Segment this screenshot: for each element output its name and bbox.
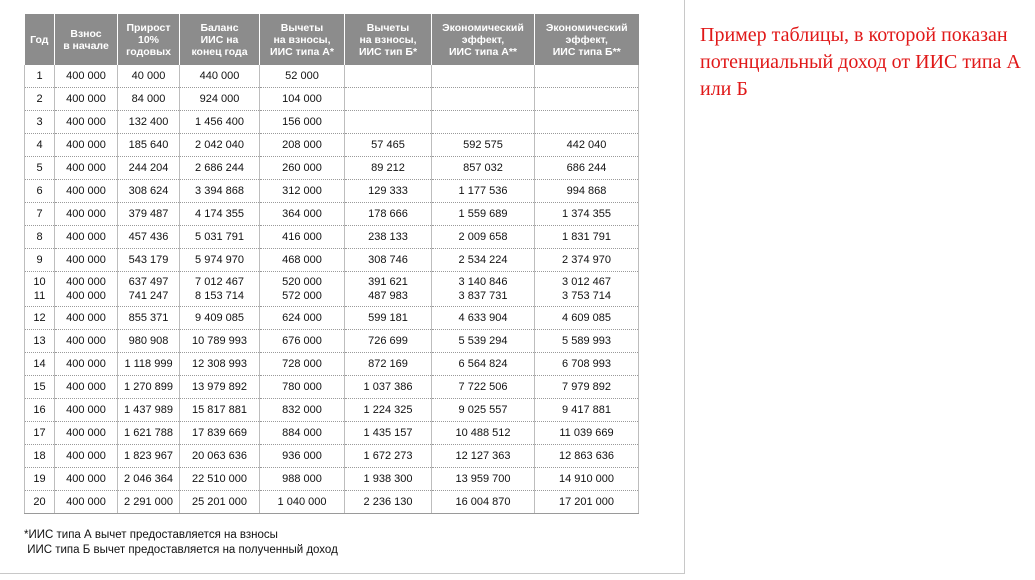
column-header — [260, 14, 345, 65]
table-cell: 6 708 993 — [535, 353, 639, 376]
table-cell: 400 000 — [55, 249, 118, 272]
table-cell: 12 308 993 — [180, 353, 260, 376]
table-cell: 8 — [25, 226, 55, 249]
table-cell: 5 539 294 — [432, 330, 535, 353]
iis-income-table — [24, 14, 639, 514]
table-cell: 238 133 — [345, 226, 432, 249]
table-cell: 400 000 400 000 — [55, 272, 118, 307]
table-cell: 1 040 000 — [260, 491, 345, 514]
table-cell: 988 000 — [260, 468, 345, 491]
table-row — [25, 111, 639, 134]
table-cell: 5 — [25, 157, 55, 180]
table-row — [25, 180, 639, 203]
table-cell: 592 575 — [432, 134, 535, 157]
table-cell — [345, 111, 432, 134]
table-cell: 308 746 — [345, 249, 432, 272]
table-cell: 3 140 846 3 837 731 — [432, 272, 535, 307]
table-row — [25, 203, 639, 226]
table-cell: 185 640 — [118, 134, 180, 157]
table-cell: 2 009 658 — [432, 226, 535, 249]
table-cell: 19 — [25, 468, 55, 491]
table-cell: 400 000 — [55, 330, 118, 353]
table-cell: 1 621 788 — [118, 422, 180, 445]
table-cell: 1 177 536 — [432, 180, 535, 203]
table-cell: 132 400 — [118, 111, 180, 134]
table-cell: 400 000 — [55, 422, 118, 445]
table-cell: 7 — [25, 203, 55, 226]
table-cell: 22 510 000 — [180, 468, 260, 491]
table-cell: 400 000 — [55, 65, 118, 88]
table-cell: 379 487 — [118, 203, 180, 226]
column-header-line: в начале — [63, 39, 109, 52]
table-cell: 1 374 355 — [535, 203, 639, 226]
table-cell: 400 000 — [55, 180, 118, 203]
table-cell: 1 559 689 — [432, 203, 535, 226]
table-cell: 624 000 — [260, 307, 345, 330]
table-cell: 17 — [25, 422, 55, 445]
table-cell: 1 435 157 — [345, 422, 432, 445]
table-cell: 10 11 — [25, 272, 55, 307]
column-header-line: ИИС на — [200, 33, 239, 46]
table-cell: 9 — [25, 249, 55, 272]
column-header-line: годовых — [126, 45, 171, 58]
table-cell: 2 534 224 — [432, 249, 535, 272]
table-cell: 400 000 — [55, 157, 118, 180]
table-cell: 400 000 — [55, 307, 118, 330]
table-cell: 400 000 — [55, 468, 118, 491]
table-cell: 1 270 899 — [118, 376, 180, 399]
caption-text: Пример таблицы, в которой показан потенциальный доход от ИИС типа А или Б — [700, 24, 1021, 100]
table-cell: 208 000 — [260, 134, 345, 157]
column-header-line: Год — [30, 33, 49, 46]
table-cell: 2 236 130 — [345, 491, 432, 514]
table-cell: 2 686 244 — [180, 157, 260, 180]
column-header-line: ИИС тип Б* — [358, 45, 418, 58]
column-header-line: ИИС типа А** — [448, 45, 518, 58]
table-row — [25, 272, 639, 307]
table-cell: 780 000 — [260, 376, 345, 399]
table-cell: 884 000 — [260, 422, 345, 445]
table-cell: 400 000 — [55, 376, 118, 399]
table-row — [25, 376, 639, 399]
table-cell: 2 046 364 — [118, 468, 180, 491]
table-cell: 104 000 — [260, 88, 345, 111]
table-row — [25, 422, 639, 445]
table-cell: 312 000 — [260, 180, 345, 203]
table-row — [25, 468, 639, 491]
table-cell: 129 333 — [345, 180, 432, 203]
column-header-line: Баланс — [200, 21, 239, 34]
table-cell: 520 000 572 000 — [260, 272, 345, 307]
table-cell: 872 169 — [345, 353, 432, 376]
table-cell: 89 212 — [345, 157, 432, 180]
table-cell: 2 374 970 — [535, 249, 639, 272]
column-header — [432, 14, 535, 65]
column-header — [345, 14, 432, 65]
table-cell: 2 291 000 — [118, 491, 180, 514]
column-header-line: ИИС типа А* — [270, 45, 334, 58]
column-header-line: на взносы, — [273, 33, 331, 46]
column-header — [118, 14, 180, 65]
table-cell: 11 039 669 — [535, 422, 639, 445]
table-cell: 599 181 — [345, 307, 432, 330]
table-cell: 13 — [25, 330, 55, 353]
table-row — [25, 157, 639, 180]
table-row — [25, 353, 639, 376]
table-cell: 1 823 967 — [118, 445, 180, 468]
table-cell: 980 908 — [118, 330, 180, 353]
table-cell: 400 000 — [55, 134, 118, 157]
table-cell: 14 910 000 — [535, 468, 639, 491]
table-body — [25, 65, 639, 514]
table-cell: 6 564 824 — [432, 353, 535, 376]
table-cell: 15 817 881 — [180, 399, 260, 422]
table-cell: 40 000 — [118, 65, 180, 88]
table-cell: 855 371 — [118, 307, 180, 330]
table-cell: 7 979 892 — [535, 376, 639, 399]
column-header-line: Взнос — [70, 27, 102, 40]
table-cell: 13 959 700 — [432, 468, 535, 491]
table-cell: 7 012 467 8 153 714 — [180, 272, 260, 307]
table-cell: 3 — [25, 111, 55, 134]
table-cell: 936 000 — [260, 445, 345, 468]
table-cell: 57 465 — [345, 134, 432, 157]
table-cell: 543 179 — [118, 249, 180, 272]
table-cell: 391 621 487 983 — [345, 272, 432, 307]
table-row — [25, 491, 639, 514]
column-header-line: ИИС типа Б** — [552, 45, 621, 58]
table-cell: 457 436 — [118, 226, 180, 249]
table-cell: 832 000 — [260, 399, 345, 422]
table-cell: 10 789 993 — [180, 330, 260, 353]
table-cell: 178 666 — [345, 203, 432, 226]
table-cell — [432, 111, 535, 134]
table-cell: 400 000 — [55, 445, 118, 468]
table-cell: 52 000 — [260, 65, 345, 88]
table-cell: 728 000 — [260, 353, 345, 376]
column-header-line: конец года — [191, 45, 248, 58]
table-cell: 16 — [25, 399, 55, 422]
table-cell: 84 000 — [118, 88, 180, 111]
table-cell: 10 488 512 — [432, 422, 535, 445]
table-cell: 12 863 636 — [535, 445, 639, 468]
table-cell: 442 040 — [535, 134, 639, 157]
table-cell: 9 417 881 — [535, 399, 639, 422]
table-cell: 15 — [25, 376, 55, 399]
table-cell: 3 394 868 — [180, 180, 260, 203]
table-cell: 1 — [25, 65, 55, 88]
column-header-line: эффект, — [565, 33, 608, 46]
table-cell: 1 938 300 — [345, 468, 432, 491]
table-cell: 400 000 — [55, 88, 118, 111]
table-cell — [432, 65, 535, 88]
table-cell: 440 000 — [180, 65, 260, 88]
column-header-line: Вычеты — [280, 21, 324, 34]
table-cell: 4 174 355 — [180, 203, 260, 226]
table-cell: 857 032 — [432, 157, 535, 180]
table-cell: 13 979 892 — [180, 376, 260, 399]
table-cell: 2 — [25, 88, 55, 111]
table-cell: 726 699 — [345, 330, 432, 353]
table-row — [25, 307, 639, 330]
table-cell: 5 031 791 — [180, 226, 260, 249]
table-cell: 1 831 791 — [535, 226, 639, 249]
table-cell: 260 000 — [260, 157, 345, 180]
table-cell: 400 000 — [55, 399, 118, 422]
column-header-line: Прирост — [126, 21, 171, 34]
table-cell: 400 000 — [55, 353, 118, 376]
table-cell: 1 456 400 — [180, 111, 260, 134]
column-header-line: Экономический — [545, 21, 628, 34]
table-row — [25, 399, 639, 422]
table-cell: 9 025 557 — [432, 399, 535, 422]
column-header — [55, 14, 118, 65]
table-cell: 924 000 — [180, 88, 260, 111]
table-cell: 4 633 904 — [432, 307, 535, 330]
table-cell: 364 000 — [260, 203, 345, 226]
table-row — [25, 249, 639, 272]
table-cell: 468 000 — [260, 249, 345, 272]
table-cell: 686 244 — [535, 157, 639, 180]
table-cell: 7 722 506 — [432, 376, 535, 399]
table-row — [25, 226, 639, 249]
table-cell: 20 063 636 — [180, 445, 260, 468]
table-cell: 5 974 970 — [180, 249, 260, 272]
table-cell — [535, 88, 639, 111]
footnote-type-a: *ИИС типа А вычет предоставляется на взносы — [24, 529, 278, 541]
table-cell: 1 224 325 — [345, 399, 432, 422]
table-cell: 1 672 273 — [345, 445, 432, 468]
table-cell: 2 042 040 — [180, 134, 260, 157]
table-cell: 400 000 — [55, 226, 118, 249]
table-cell: 1 118 999 — [118, 353, 180, 376]
column-header — [535, 14, 639, 65]
table-cell: 25 201 000 — [180, 491, 260, 514]
table-cell: 16 004 870 — [432, 491, 535, 514]
table-cell: 244 204 — [118, 157, 180, 180]
column-header-line: эффект, — [461, 33, 505, 46]
table-cell: 14 — [25, 353, 55, 376]
table-cell: 994 868 — [535, 180, 639, 203]
column-header-line: на взносы, — [359, 33, 417, 46]
table-cell: 17 839 669 — [180, 422, 260, 445]
table-header-row — [25, 14, 639, 65]
column-header-line: Экономический — [442, 21, 524, 34]
table-cell: 9 409 085 — [180, 307, 260, 330]
table-cell: 5 589 993 — [535, 330, 639, 353]
column-header-line: Вычеты — [366, 21, 410, 34]
table-cell: 6 — [25, 180, 55, 203]
table-cell: 1 437 989 — [118, 399, 180, 422]
table-cell: 12 — [25, 307, 55, 330]
table-cell: 20 — [25, 491, 55, 514]
table-cell: 676 000 — [260, 330, 345, 353]
column-header — [180, 14, 260, 65]
table-cell — [432, 88, 535, 111]
table-cell: 3 012 467 3 753 714 — [535, 272, 639, 307]
table-row — [25, 445, 639, 468]
column-header-line: 10% — [137, 33, 159, 46]
table-cell: 637 497 741 247 — [118, 272, 180, 307]
table-cell — [535, 111, 639, 134]
table-cell: 400 000 — [55, 491, 118, 514]
footnote-type-b: ИИС типа Б вычет предоставляется на полученный доход — [24, 544, 338, 556]
table-cell — [345, 65, 432, 88]
table-cell: 308 624 — [118, 180, 180, 203]
table-cell: 400 000 — [55, 203, 118, 226]
table-row — [25, 88, 639, 111]
column-header — [25, 14, 55, 65]
table-cell — [535, 65, 639, 88]
table-cell: 12 127 363 — [432, 445, 535, 468]
table-cell: 17 201 000 — [535, 491, 639, 514]
table-cell: 416 000 — [260, 226, 345, 249]
table-cell: 18 — [25, 445, 55, 468]
table-cell: 1 037 386 — [345, 376, 432, 399]
table-cell: 4 609 085 — [535, 307, 639, 330]
table-cell: 4 — [25, 134, 55, 157]
table-cell: 400 000 — [55, 111, 118, 134]
table-cell: 156 000 — [260, 111, 345, 134]
table-cell — [345, 88, 432, 111]
table-row — [25, 65, 639, 88]
footnotes — [24, 528, 338, 558]
table-row — [25, 134, 639, 157]
table-row — [25, 330, 639, 353]
